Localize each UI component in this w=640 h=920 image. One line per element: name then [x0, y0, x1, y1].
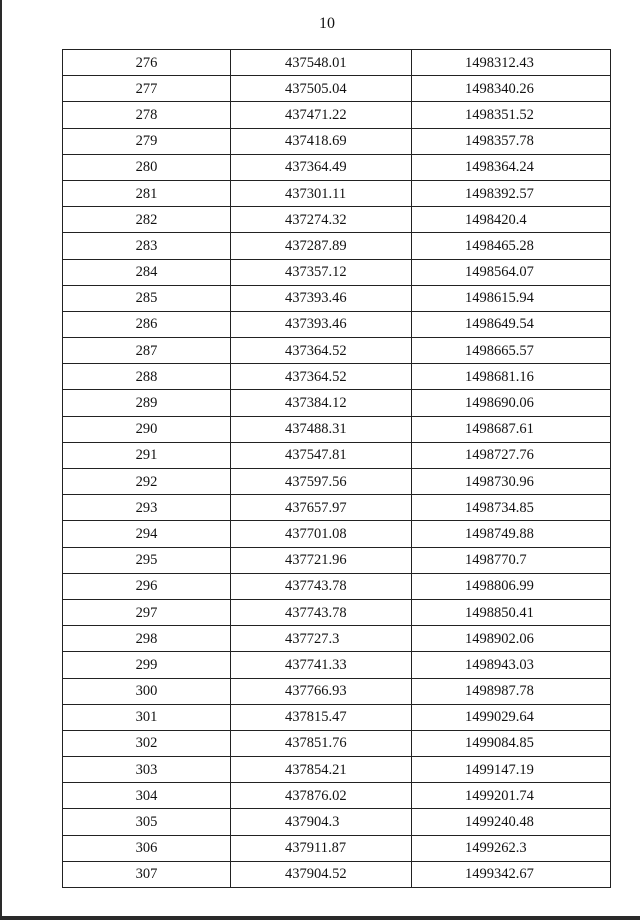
y-coordinate-cell: 1498564.07	[412, 259, 611, 285]
page-number: 10	[319, 15, 335, 32]
table-row	[63, 835, 611, 861]
x-coordinate-cell: 437357.12	[231, 259, 412, 285]
table-row	[63, 207, 611, 233]
x-coordinate-cell: 437364.49	[231, 154, 412, 180]
table-row	[63, 180, 611, 206]
point-number-cell: 290	[63, 416, 231, 442]
table-row	[63, 495, 611, 521]
table-row	[63, 390, 611, 416]
y-coordinate-cell: 1498312.43	[412, 50, 611, 76]
point-number-cell: 305	[63, 809, 231, 835]
point-number-cell: 307	[63, 861, 231, 887]
y-coordinate-cell: 1498351.52	[412, 102, 611, 128]
y-coordinate-cell: 1498681.16	[412, 364, 611, 390]
point-number-cell: 289	[63, 390, 231, 416]
table-row	[63, 626, 611, 652]
point-number-cell: 291	[63, 442, 231, 468]
table-row	[63, 233, 611, 259]
table-row	[63, 338, 611, 364]
y-coordinate-cell: 1498665.57	[412, 338, 611, 364]
point-number-cell: 277	[63, 76, 231, 102]
x-coordinate-cell: 437505.04	[231, 76, 412, 102]
point-number-cell: 282	[63, 207, 231, 233]
table-row	[63, 861, 611, 887]
y-coordinate-cell: 1498734.85	[412, 495, 611, 521]
table-row	[63, 76, 611, 102]
y-coordinate-cell: 1498850.41	[412, 599, 611, 625]
y-coordinate-cell: 1498340.26	[412, 76, 611, 102]
point-number-cell: 304	[63, 783, 231, 809]
table-row	[63, 783, 611, 809]
point-number-cell: 299	[63, 652, 231, 678]
point-number-cell: 293	[63, 495, 231, 521]
point-number-cell: 297	[63, 599, 231, 625]
x-coordinate-cell: 437597.56	[231, 469, 412, 495]
point-number-cell: 292	[63, 469, 231, 495]
y-coordinate-cell: 1499342.67	[412, 861, 611, 887]
x-coordinate-cell: 437701.08	[231, 521, 412, 547]
y-coordinate-cell: 1498465.28	[412, 233, 611, 259]
x-coordinate-cell: 437393.46	[231, 285, 412, 311]
point-number-cell: 278	[63, 102, 231, 128]
point-number-cell: 284	[63, 259, 231, 285]
point-number-cell: 285	[63, 285, 231, 311]
point-number-cell: 302	[63, 730, 231, 756]
y-coordinate-cell: 1498392.57	[412, 180, 611, 206]
table-row	[63, 416, 611, 442]
point-number-cell: 281	[63, 180, 231, 206]
point-number-cell: 306	[63, 835, 231, 861]
scan-border-left	[0, 0, 2, 920]
table-row	[63, 678, 611, 704]
y-coordinate-cell: 1498690.06	[412, 390, 611, 416]
x-coordinate-cell: 437418.69	[231, 128, 412, 154]
table-row	[63, 652, 611, 678]
table-row	[63, 573, 611, 599]
point-number-cell: 286	[63, 311, 231, 337]
table-row	[63, 469, 611, 495]
point-number-cell: 303	[63, 757, 231, 783]
x-coordinate-cell: 437548.01	[231, 50, 412, 76]
y-coordinate-cell: 1498749.88	[412, 521, 611, 547]
point-number-cell: 288	[63, 364, 231, 390]
x-coordinate-cell: 437547.81	[231, 442, 412, 468]
x-coordinate-cell: 437471.22	[231, 102, 412, 128]
table-row	[63, 730, 611, 756]
x-coordinate-cell: 437911.87	[231, 835, 412, 861]
point-number-cell: 298	[63, 626, 231, 652]
table-row	[63, 599, 611, 625]
y-coordinate-cell: 1498364.24	[412, 154, 611, 180]
y-coordinate-cell: 1499240.48	[412, 809, 611, 835]
x-coordinate-cell: 437854.21	[231, 757, 412, 783]
point-number-cell: 279	[63, 128, 231, 154]
x-coordinate-cell: 437301.11	[231, 180, 412, 206]
point-number-cell: 283	[63, 233, 231, 259]
point-number-cell: 287	[63, 338, 231, 364]
x-coordinate-cell: 437393.46	[231, 311, 412, 337]
x-coordinate-cell: 437364.52	[231, 338, 412, 364]
y-coordinate-cell: 1498649.54	[412, 311, 611, 337]
x-coordinate-cell: 437727.3	[231, 626, 412, 652]
x-coordinate-cell: 437287.89	[231, 233, 412, 259]
point-number-cell: 295	[63, 547, 231, 573]
y-coordinate-cell: 1498806.99	[412, 573, 611, 599]
x-coordinate-cell: 437743.78	[231, 599, 412, 625]
scan-border-bottom	[0, 916, 640, 920]
y-coordinate-cell: 1498615.94	[412, 285, 611, 311]
table-row	[63, 285, 611, 311]
table-row	[63, 102, 611, 128]
x-coordinate-cell: 437851.76	[231, 730, 412, 756]
x-coordinate-cell: 437743.78	[231, 573, 412, 599]
y-coordinate-cell: 1498687.61	[412, 416, 611, 442]
table-row	[63, 809, 611, 835]
table-row	[63, 154, 611, 180]
point-number-cell: 280	[63, 154, 231, 180]
y-coordinate-cell: 1499201.74	[412, 783, 611, 809]
x-coordinate-cell: 437904.3	[231, 809, 412, 835]
y-coordinate-cell: 1499262.3	[412, 835, 611, 861]
point-number-cell: 300	[63, 678, 231, 704]
table-row	[63, 547, 611, 573]
x-coordinate-cell: 437657.97	[231, 495, 412, 521]
x-coordinate-cell: 437384.12	[231, 390, 412, 416]
table-row	[63, 442, 611, 468]
y-coordinate-cell: 1498943.03	[412, 652, 611, 678]
x-coordinate-cell: 437741.33	[231, 652, 412, 678]
y-coordinate-cell: 1499084.85	[412, 730, 611, 756]
x-coordinate-cell: 437904.52	[231, 861, 412, 887]
x-coordinate-cell: 437721.96	[231, 547, 412, 573]
y-coordinate-cell: 1498730.96	[412, 469, 611, 495]
table-row	[63, 311, 611, 337]
table-row	[63, 757, 611, 783]
x-coordinate-cell: 437766.93	[231, 678, 412, 704]
table-row	[63, 364, 611, 390]
x-coordinate-cell: 437876.02	[231, 783, 412, 809]
point-number-cell: 294	[63, 521, 231, 547]
coordinates-table	[62, 49, 611, 888]
point-number-cell: 301	[63, 704, 231, 730]
y-coordinate-cell: 1499029.64	[412, 704, 611, 730]
x-coordinate-cell: 437364.52	[231, 364, 412, 390]
x-coordinate-cell: 437488.31	[231, 416, 412, 442]
y-coordinate-cell: 1498420.4	[412, 207, 611, 233]
point-number-cell: 296	[63, 573, 231, 599]
y-coordinate-cell: 1498727.76	[412, 442, 611, 468]
table-row	[63, 704, 611, 730]
y-coordinate-cell: 1498902.06	[412, 626, 611, 652]
table-row	[63, 50, 611, 76]
y-coordinate-cell: 1498357.78	[412, 128, 611, 154]
coordinates-table-body	[63, 50, 611, 888]
x-coordinate-cell: 437815.47	[231, 704, 412, 730]
point-number-cell: 276	[63, 50, 231, 76]
y-coordinate-cell: 1499147.19	[412, 757, 611, 783]
table-row	[63, 259, 611, 285]
table-row	[63, 521, 611, 547]
y-coordinate-cell: 1498770.7	[412, 547, 611, 573]
y-coordinate-cell: 1498987.78	[412, 678, 611, 704]
table-row	[63, 128, 611, 154]
x-coordinate-cell: 437274.32	[231, 207, 412, 233]
